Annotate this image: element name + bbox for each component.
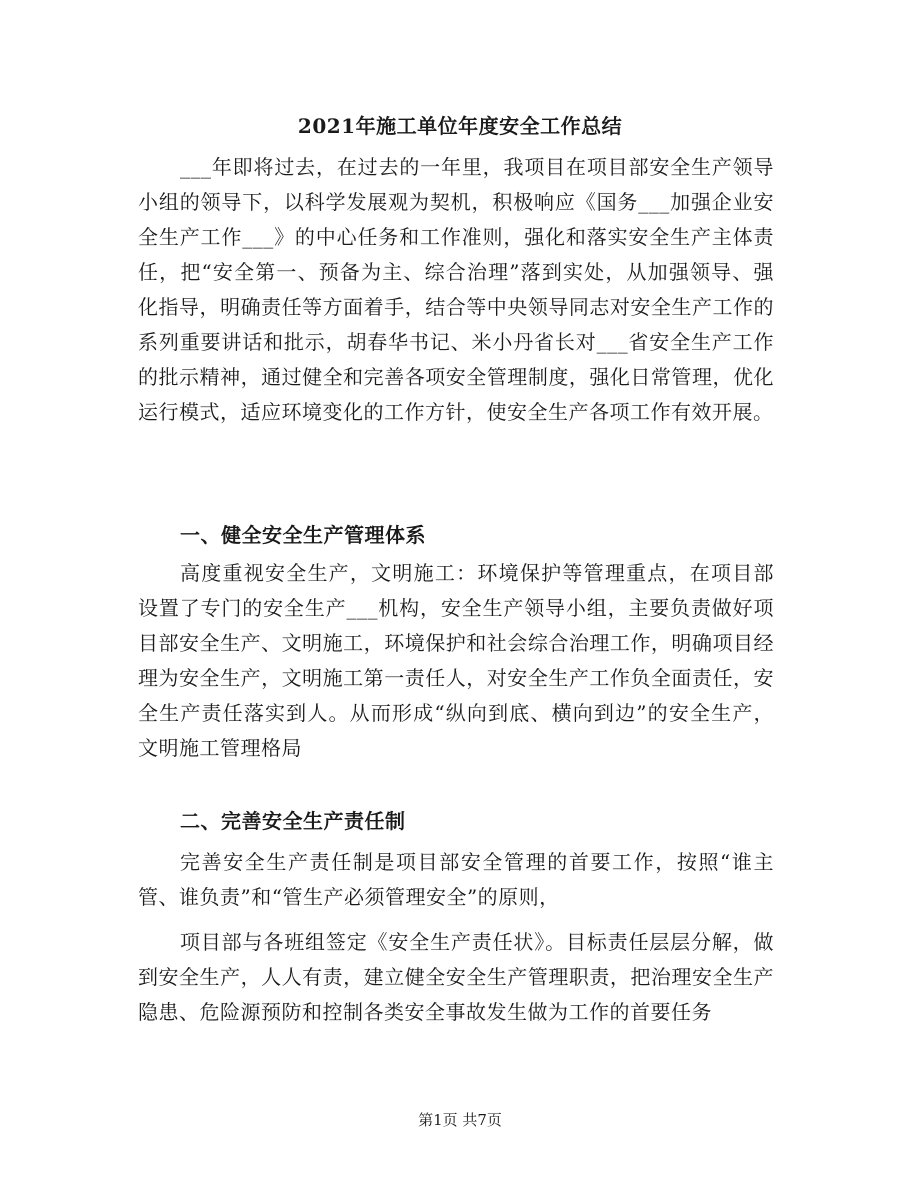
section-1-paragraph: 高度重视安全生产，文明施工：环境保护等管理重点，在项目部设置了专门的安全生产___机构，安全生产领导小组，主要负责做好项目部安全生产、文明施工，环境保护和社会综合治理工作，明确项目经理为安全生产，文明施工第一责任人，对安全生产工作负全面责任，安全生产责任落实到人。从而形成“纵向到底、横向到边”的安全生产，文明施工管理格局 — [138, 561, 774, 760]
section-2-paragraph-1: 完善安全生产责任制是项目部安全管理的首要工作，按照“谁主管、谁负责”和“管生产必须管理安全”的原则， — [138, 850, 774, 909]
intro-paragraph: ___年即将过去，在过去的一年里，我项目在项目部安全生产领导小组的领导下，以科学发展观为契机，积极响应《国务___加强企业安全生产工作___》的中心任务和工作准则，强化和落实安全生产主体责任，把“安全第一、预备为主、综合治理”落到实处，从加强领导、强化指导，明确责任等方面着手，结合等中央领导同志对安全生产工作的系列重要讲话和批示，胡春华书记、米小丹省长对___省安全生产工作的批示精神，通过健全和完善各项安全管理制度，强化日常管理，优化运行模式，适应环境变化的工作方针，使安全生产各项工作有效开展。 — [138, 155, 774, 424]
section-2-paragraph-2: 项目部与各班组签定《安全生产责任状》。目标责任层层分解，做到安全生产，人人有责，建立健全安全生产管理职责，把治理安全生产隐患、危险源预防和控制各类安全事故发生做为工作的首要任务 — [138, 930, 774, 1024]
section-1-heading: 一、健全安全生产管理体系 — [180, 523, 426, 547]
document-title: 2021年施工单位年度安全工作总结 — [297, 114, 623, 138]
section-2-heading: 二、完善安全生产责任制 — [180, 809, 406, 833]
page-number-footer: 第1页 共7页 — [418, 1111, 502, 1129]
